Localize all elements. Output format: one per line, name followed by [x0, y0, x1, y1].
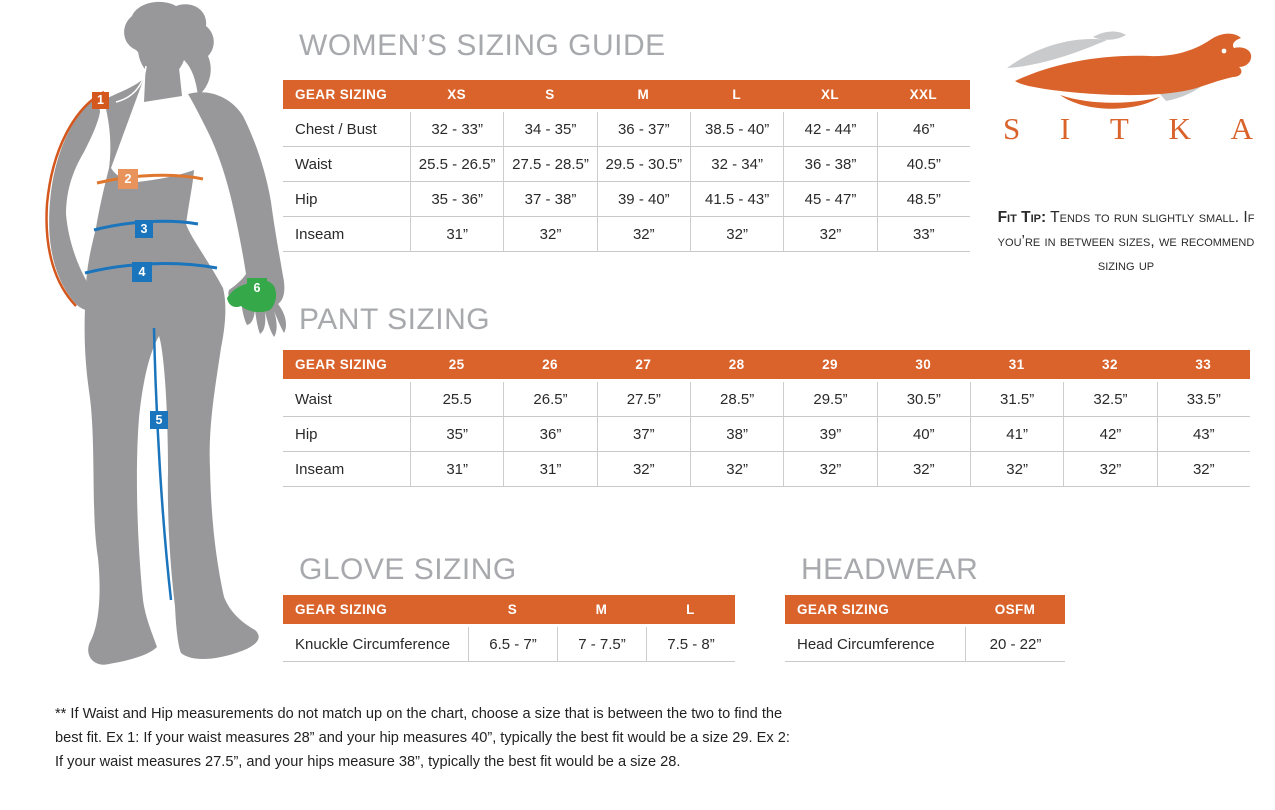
gear-sizing-header: GEAR SIZING — [283, 595, 468, 627]
measurement-cell: 32” — [877, 452, 970, 487]
fit-tip — [997, 206, 1255, 278]
wordmark-letter: A — [1230, 111, 1253, 146]
measurement-cell: 32” — [1063, 452, 1156, 487]
measurement-cell: 45 - 47” — [783, 182, 876, 217]
measurement-cell: 46” — [877, 112, 970, 147]
measurement-cell: 31” — [410, 452, 503, 487]
measurement-cell: 32” — [783, 217, 876, 252]
measurement-cell: 32 - 33” — [410, 112, 503, 147]
logo-eye-dot — [1222, 49, 1227, 54]
measurement-cell: 42 - 44” — [783, 112, 876, 147]
measurement-cell: 40.5” — [877, 147, 970, 182]
marker-5-inseam: 5 — [150, 411, 168, 429]
sitka-logo — [1005, 28, 1253, 112]
wordmark-letter: I — [1059, 111, 1071, 146]
measurement-cell: 36 - 37” — [597, 112, 690, 147]
headwear-title: HEADWEAR — [801, 553, 979, 586]
measurement-cell: 37” — [597, 417, 690, 452]
size-column-header: XS — [410, 80, 503, 112]
size-column-header: L — [646, 595, 735, 627]
measurement-cell: 31” — [410, 217, 503, 252]
table-row — [283, 417, 1250, 452]
figure-neck — [144, 58, 182, 102]
row-label: Hip — [283, 182, 410, 217]
wordmark-letter: S — [1003, 111, 1021, 146]
measurement-cell: 32.5” — [1063, 382, 1156, 417]
gear-sizing-header: GEAR SIZING — [785, 595, 965, 627]
measurement-cell: 35 - 36” — [410, 182, 503, 217]
measurement-cell: 30.5” — [877, 382, 970, 417]
size-column-header: XXL — [877, 80, 970, 112]
pant-sizing-title: PANT SIZING — [299, 303, 491, 336]
measurement-cell: 37 - 38” — [503, 182, 596, 217]
measurement-cell: 38.5 - 40” — [690, 112, 783, 147]
glove-sizing-title: GLOVE SIZING — [299, 553, 517, 586]
pant-sizing-table — [283, 350, 1250, 487]
measurement-cell: 32” — [690, 217, 783, 252]
measurement-cell: 32” — [970, 452, 1063, 487]
size-column-header: 27 — [597, 350, 690, 382]
measurement-cell: 34 - 35” — [503, 112, 596, 147]
measurement-cell: 35” — [410, 417, 503, 452]
size-column-header: 31 — [970, 350, 1063, 382]
headwear-table — [785, 595, 1065, 662]
measurement-cell: 7.5 - 8” — [646, 627, 735, 662]
size-column-header: L — [690, 80, 783, 112]
measurement-cell: 33.5” — [1157, 382, 1250, 417]
size-column-header: 32 — [1063, 350, 1156, 382]
marker-2-chest: 2 — [118, 169, 138, 189]
row-label: Inseam — [283, 452, 410, 487]
measurement-cell: 25.5 — [410, 382, 503, 417]
logo-animal-body — [1015, 34, 1251, 95]
table-row — [785, 627, 1065, 662]
marker-4-hip: 4 — [132, 262, 152, 282]
fit-tip-label: Fit Tip: — [997, 209, 1047, 226]
measurement-cell: 27.5 - 28.5” — [503, 147, 596, 182]
table-row — [283, 382, 1250, 417]
row-label: Chest / Bust — [283, 112, 410, 147]
table-row — [283, 627, 735, 662]
marker-3-waist: 3 — [135, 220, 153, 238]
measurement-cell: 25.5 - 26.5” — [410, 147, 503, 182]
measurement-cell: 41.5 - 43” — [690, 182, 783, 217]
measurement-cell: 31.5” — [970, 382, 1063, 417]
size-column-header: XL — [783, 80, 876, 112]
marker-6-glove: 6 — [247, 278, 267, 298]
size-column-header: 30 — [877, 350, 970, 382]
size-column-header: 33 — [1157, 350, 1250, 382]
measurement-cell: 43” — [1157, 417, 1250, 452]
measurement-cell: 27.5” — [597, 382, 690, 417]
measurement-cell: 36 - 38” — [783, 147, 876, 182]
measurement-cell: 40” — [877, 417, 970, 452]
measurement-cell: 26.5” — [503, 382, 596, 417]
table-row — [283, 147, 970, 182]
size-column-header: 26 — [503, 350, 596, 382]
womens-sizing-table — [283, 80, 970, 252]
womens-sizing-title: WOMEN’S SIZING GUIDE — [299, 29, 666, 62]
row-label: Inseam — [283, 217, 410, 252]
fit-footnote: ** If Waist and Hip measurements do not match up on the chart, choose a size that is between the two to find the best fit. Ex 1: If your waist measures 28” and your hip measures 40”, typically the best fit would be a size 29. Ex 2: If your waist measures 27.5”, and your hips measure 38”, typically the best fit would be a size 28. — [55, 706, 790, 771]
measurement-cell: 20 - 22” — [965, 627, 1065, 662]
marker-1-sleeve: 1 — [92, 92, 109, 109]
measurement-cell: 32” — [783, 452, 876, 487]
measurement-cell: 42” — [1063, 417, 1156, 452]
measurement-cell: 29.5” — [783, 382, 876, 417]
gear-sizing-header: GEAR SIZING — [283, 80, 410, 112]
table-row — [283, 452, 1250, 487]
size-column-header: M — [557, 595, 646, 627]
wordmark-letter: T — [1109, 111, 1129, 146]
measurement-cell: 39” — [783, 417, 876, 452]
row-label: Head Circumference — [785, 627, 965, 662]
row-label: Knuckle Circumference — [283, 627, 468, 662]
measurement-cell: 28.5” — [690, 382, 783, 417]
measurement-cell: 29.5 - 30.5” — [597, 147, 690, 182]
size-column-header: S — [468, 595, 557, 627]
row-label: Hip — [283, 417, 410, 452]
fit-tip-text: Tends to run slightly small. If you’re in between sizes, we recommend sizing up — [997, 209, 1255, 275]
wordmark-letter: K — [1168, 111, 1191, 146]
size-column-header: 25 — [410, 350, 503, 382]
measurement-cell: 32” — [690, 452, 783, 487]
table-row — [283, 112, 970, 147]
size-column-header: S — [503, 80, 596, 112]
size-column-header: 28 — [690, 350, 783, 382]
measurement-cell: 38” — [690, 417, 783, 452]
measurement-cell: 32 - 34” — [690, 147, 783, 182]
measurement-cell: 32” — [1157, 452, 1250, 487]
measurement-cell: 36” — [503, 417, 596, 452]
table-row — [283, 217, 970, 252]
table-row — [283, 182, 970, 217]
logo-gray-swoosh-small — [1093, 31, 1126, 39]
measurement-cell: 32” — [597, 217, 690, 252]
size-column-header: M — [597, 80, 690, 112]
female-measurement-figure — [40, 0, 290, 700]
measurement-cell: 6.5 - 7” — [468, 627, 557, 662]
size-column-header: 29 — [783, 350, 876, 382]
measurement-cell: 32” — [597, 452, 690, 487]
measurement-cell: 31” — [503, 452, 596, 487]
measurement-cell: 33” — [877, 217, 970, 252]
measurement-cell: 39 - 40” — [597, 182, 690, 217]
size-column-header: OSFM — [965, 595, 1065, 627]
row-label: Waist — [283, 382, 410, 417]
sitka-wordmark — [1003, 113, 1253, 144]
glove-sizing-table — [283, 595, 735, 662]
measurement-cell: 41” — [970, 417, 1063, 452]
gear-sizing-header: GEAR SIZING — [283, 350, 410, 382]
measurement-cell: 32” — [503, 217, 596, 252]
logo-orange-crescent — [1060, 95, 1160, 109]
measurement-cell: 48.5” — [877, 182, 970, 217]
measurement-cell: 7 - 7.5” — [557, 627, 646, 662]
row-label: Waist — [283, 147, 410, 182]
